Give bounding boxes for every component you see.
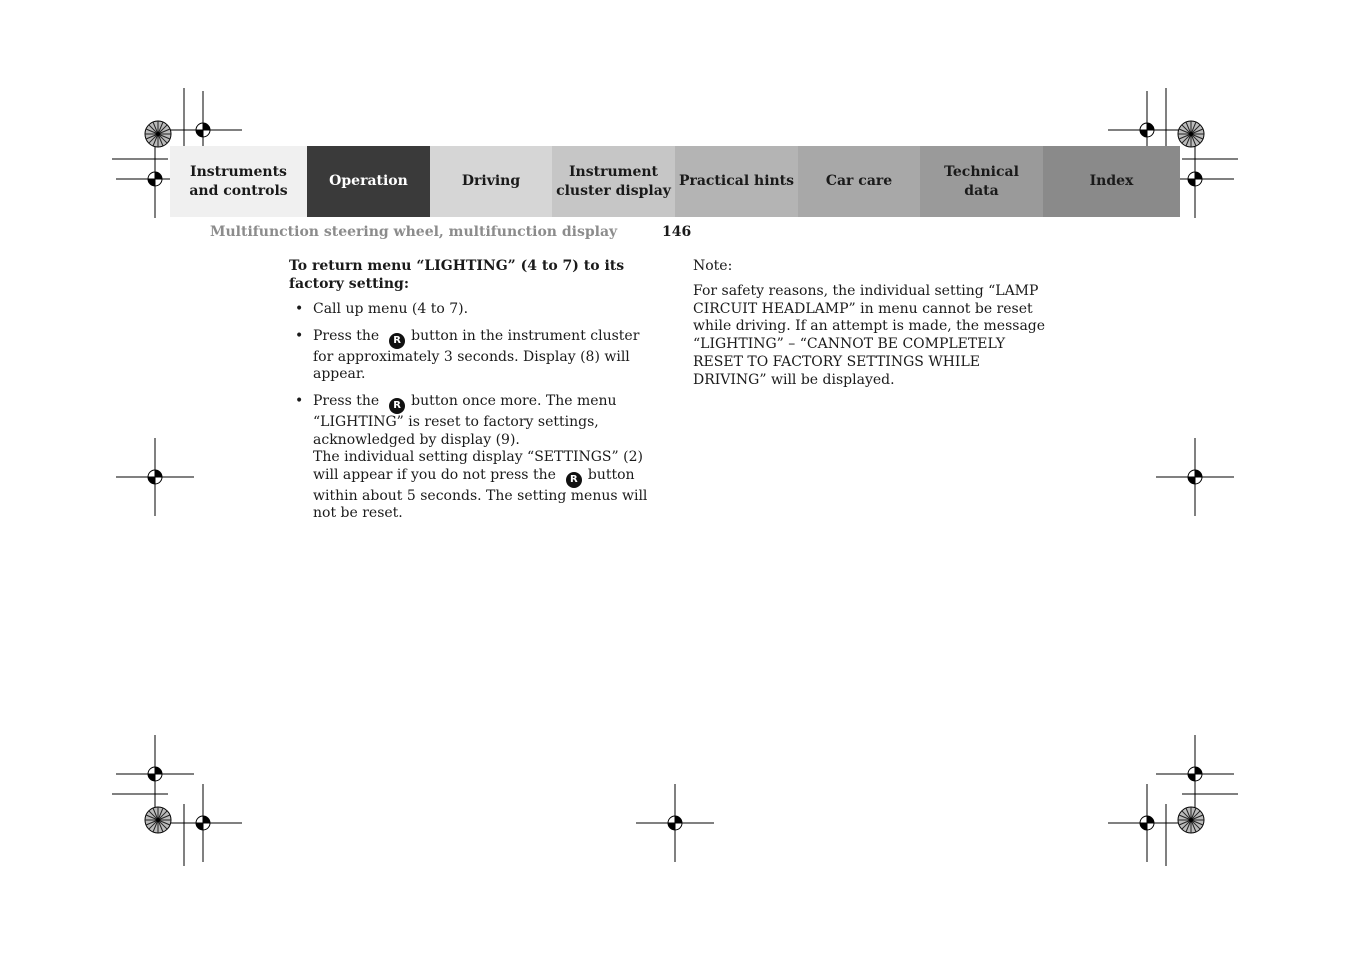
note-column	[693, 257, 1053, 389]
note-label: Note:	[693, 258, 733, 274]
bullet-icon: •	[295, 301, 304, 317]
list-item	[289, 393, 651, 523]
reset-button-icon: R	[566, 472, 582, 488]
step-text: button in the instrument cluster for approximately 3 seconds. Display (8) will appear.	[313, 327, 640, 383]
tab-instrument-cluster-display[interactable]: Instrument cluster display	[552, 146, 675, 217]
list-item	[289, 328, 651, 384]
note-text: For safety reasons, the individual setting “LAMP CIRCUIT HEADLAMP” in menu cannot be reset while driving. If an attempt is made, the message “LIGHTING” – “CANNOT BE COMPLETELY RESET TO FACTORY SETTINGS WHILE DRIVING” will be displayed.	[693, 283, 1046, 388]
tab-car-care[interactable]: Car care	[798, 146, 920, 217]
instructions-column	[289, 257, 651, 532]
tab-driving[interactable]: Driving	[430, 146, 552, 217]
step-note-text: button within about 5 seconds. The setting menus will not be reset.	[313, 466, 648, 522]
instructions-heading: To return menu “LIGHTING” (4 to 7) to its factory setting:	[289, 258, 625, 292]
tab-practical-hints[interactable]: Practical hints	[675, 146, 798, 217]
chapter-tabs	[170, 146, 1180, 217]
tab-operation[interactable]: Operation	[307, 146, 430, 217]
step-text: Call up menu (4 to 7).	[313, 301, 469, 317]
step-note-text: The individual setting display “SETTINGS” (2) will appear if you do not press the	[313, 449, 643, 483]
reset-button-icon: R	[389, 398, 405, 414]
step-text: Press the	[313, 392, 380, 409]
tab-index[interactable]: Index	[1043, 146, 1180, 217]
section-title: Multifunction steering wheel, multifunction display	[210, 224, 618, 240]
list-item	[289, 301, 651, 319]
bullet-icon: •	[295, 392, 304, 409]
step-text: button once more. The menu “LIGHTING” is reset to factory settings, acknowledged by display (9).	[313, 392, 617, 448]
tab-technical-data[interactable]: Technical data	[920, 146, 1043, 217]
page-number: 146	[662, 224, 692, 240]
step-text: Press the	[313, 327, 380, 344]
reset-button-icon: R	[389, 333, 405, 349]
tab-instruments-and-controls[interactable]: Instruments and controls	[170, 146, 307, 217]
bullet-icon: •	[295, 327, 304, 344]
